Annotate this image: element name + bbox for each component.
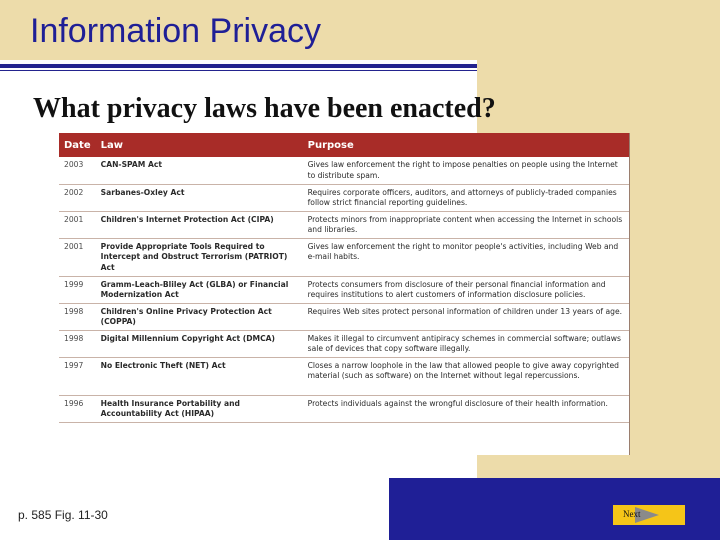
cell-purpose: Closes a narrow loophole in the law that allowed people to give away copyrighted material (such as software) on the Internet without legal repercussions. [303,357,629,395]
cell-date: 2003 [59,157,96,184]
cell-date: 1996 [59,395,96,422]
cell-law: Health Insurance Portability and Accountability Act (HIPAA) [96,395,303,422]
table-row [59,330,629,357]
table-row [59,211,629,238]
table-row [59,157,629,184]
next-button-label: Next [623,509,641,519]
header-purpose: Purpose [307,139,354,151]
slide-subtitle: What privacy laws have been enacted? [33,93,496,124]
table-header-row [59,133,629,157]
cell-purpose: Protects individuals against the wrongful disclosure of their health information. [303,395,629,422]
cell-purpose: Gives law enforcement the right to impose penalties on people using the Internet to distribute spam. [303,157,629,184]
table-row [59,357,629,395]
privacy-laws-table-container [59,133,630,455]
cell-purpose: Protects minors from inappropriate content when accessing the Internet in schools and libraries. [303,211,629,238]
figure-reference: p. 585 Fig. 11-30 [18,508,108,522]
cell-purpose: Requires corporate officers, auditors, and attorneys of publicly-traded companies follow strict financial reporting guidelines. [303,184,629,211]
cell-law: Digital Millennium Copyright Act (DMCA) [96,330,303,357]
cell-purpose: Requires Web sites protect personal information of children under 13 years of age. [303,303,629,330]
title-underline [0,64,477,68]
cell-law: No Electronic Theft (NET) Act [96,357,303,395]
cell-purpose: Gives law enforcement the right to monitor people's activities, including Web and e-mail habits. [303,238,629,276]
slide-title: Information Privacy [30,12,321,50]
cell-purpose: Protects consumers from disclosure of their personal financial information and requires institutions to alert customers of information disclosure policies. [303,276,629,303]
privacy-laws-table [59,133,629,423]
cell-law: Children's Internet Protection Act (CIPA) [96,211,303,238]
table-row [59,238,629,276]
cell-law: Children's Online Privacy Protection Act (COPPA) [96,303,303,330]
table-row [59,276,629,303]
cell-date: 1998 [59,303,96,330]
cell-date: 1998 [59,330,96,357]
cell-date: 2001 [59,238,96,276]
cell-law: Provide Appropriate Tools Required to Intercept and Obstruct Terrorism (PATRIOT) Act [96,238,303,276]
header-date: Date [64,139,91,151]
table-row [59,184,629,211]
header-law: Law [100,139,123,151]
cell-purpose: Makes it illegal to circumvent antipiracy schemes in commercial software; outlaws sale of devices that copy software illegally. [303,330,629,357]
table-row [59,395,629,422]
cell-law: Gramm-Leach-Bliley Act (GLBA) or Financial Modernization Act [96,276,303,303]
cell-date: 1999 [59,276,96,303]
cell-date: 2002 [59,184,96,211]
cell-law: Sarbanes-Oxley Act [96,184,303,211]
next-button[interactable] [613,505,685,525]
table-row [59,303,629,330]
cell-date: 2001 [59,211,96,238]
cell-date: 1997 [59,357,96,395]
title-underline-thin [0,70,477,71]
cell-law: CAN-SPAM Act [96,157,303,184]
